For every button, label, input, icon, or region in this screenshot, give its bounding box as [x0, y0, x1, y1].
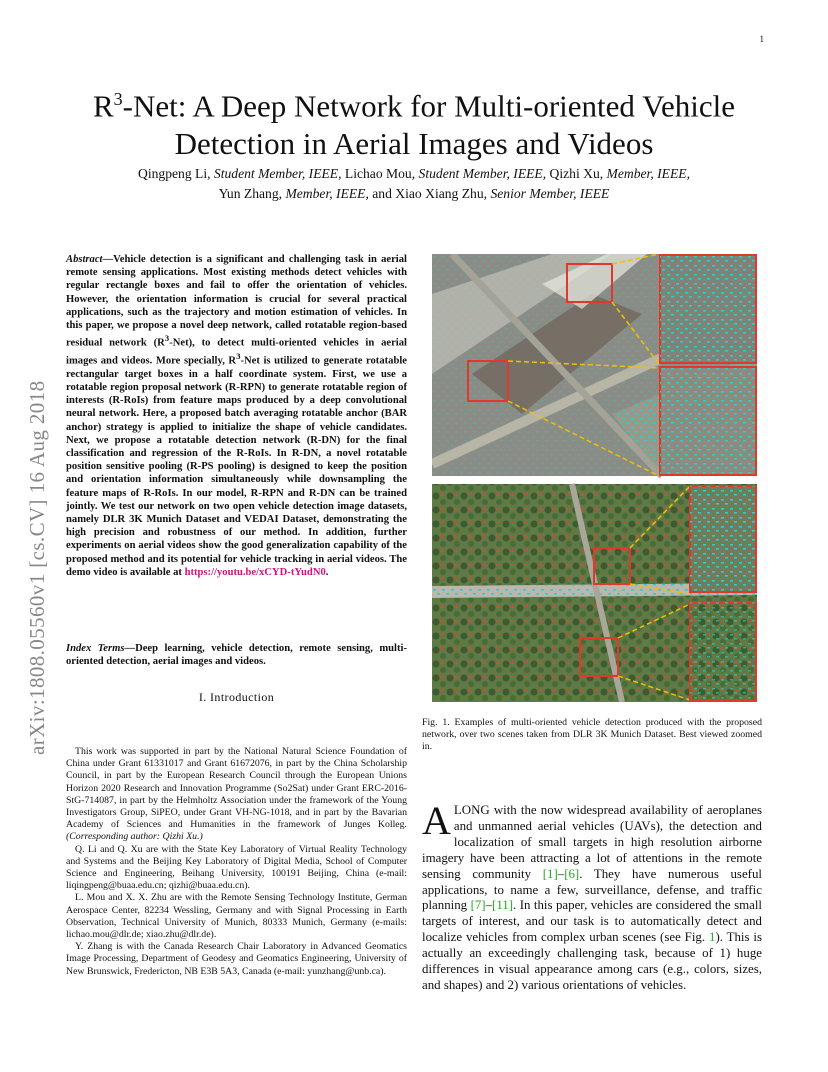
author-role: Member, IEEE,: [606, 166, 690, 181]
figure-aerial-detections: [432, 254, 757, 702]
section-heading: I. Introduction: [198, 690, 275, 704]
intro-text: LONG with the now widespread availability of aeroplanes and unmanned aerial vehicles (UAVs), the detection and localization of small targets in high resolution airborne imagery have been attracting a lot of attentions in the remote sensing community: [422, 803, 762, 881]
abstract: [66, 253, 407, 579]
footnote-corresponding: (Corresponding author: Qizhi Xu.): [66, 831, 203, 843]
paper-title: [50, 80, 778, 163]
abstract-sup: 3: [164, 333, 170, 344]
footnote-affiliation: Q. Li and Q. Xu are with the State Key Laboratory of Virtual Reality Technology and Systems and the Beijing Key Laboratory of Digital Media, School of Computer Science and Engineering, Beihang University, 100191 Beijing, China (e-mail: liqingpeng@buaa.edu.cn; qizhi@buaa.edu.cn).: [66, 843, 407, 892]
abstract-text: —Vehicle detection is a significant and challenging task in aerial remote sensing applications. Most existing methods detect vehicles with regular rectangle boxes and fail to offer the orientation of vehicles. However, the orientation information is crucial for several practical applications, such as the trajectory and motion estimation of vehicles. In this paper, we propose a novel deep network, called rotatable region-based residual network (R: [66, 254, 407, 349]
author-list: [60, 164, 768, 204]
index-terms-label: Index Terms: [66, 643, 125, 654]
author-name: Yun Zhang,: [218, 186, 286, 201]
figure-link[interactable]: 1: [708, 930, 716, 945]
footnote-funding: This work was supported in part by the National Natural Science Foundation of China under Grant 61331017 and Grant 61672076, in part by the China Scholarship Council, in part by the European Research Council through the European Unions Horizon 2020 Research and Innovation Programme (So2Sat) under Grant ERC-2016-StG-714087, in part by the Helmholtz Association under the framework of the Young Investigators Group, SiPEO, under Grant VH-NG-1018, and in part by the Bavarian Academy of Sciences and Humanities in the framework of Junges Kolleg.: [66, 746, 407, 831]
citation-link[interactable]: [6]: [564, 866, 580, 881]
author-name: and Xiao Xiang Zhu,: [368, 186, 491, 201]
demo-video-link[interactable]: https://youtu.be/xCYD-tYudN0: [184, 566, 326, 578]
footnote-affiliation: L. Mou and X. X. Zhu are with the Remote Sensing Technology Institute, German Aerospace Center, 82234 Wessling, Germany and with Signal Processing in Earth Observation, Technical University of Munich, 80333 Munich, Germany (e-mails: lichao.mou@dlr.de; xiao.zhu@dlr.de).: [66, 892, 407, 941]
citation-link[interactable]: [1]: [542, 866, 558, 881]
page-number: 1: [759, 34, 764, 44]
abstract-text: -Net is utilized to generate rotatable rectangular target boxes in a half coordinate system. First, we use a rotatable region proposal network (R-RPN) to generate rotatable region of interests (R-RoIs) from feature maps produced by a deep convolutional neural network. Here, a proposed batch averaging rotatable anchor (BAR anchor) strategy is applied to initialize the shape of vehicle candidates. Next, we propose a rotatable detection network (R-DN) for the final classification and regression of the R-RoIs. In R-DN, a novel rotatable position sensitive pooling (R-PS pooling) is designed to keep the position and orientation information simultaneously while downsampling the feature maps of R-RoIs. In our model, R-RPN and R-DN can be trained jointly. We test our network on two open vehicle detection image datasets, namely DLR 3K Munich Dataset and VEDAI Dataset, demonstrating the high precision and robustness of our method. In addition, further experiments on aerial videos show the good generalization capability of the proposed method and its potential for vehicle tracking in aerial videos. The demo video is available at: [66, 355, 407, 578]
intro-text: . In this paper, vehicles are considered the small targets of interest, and our task is to automatically detect and localize vehicles from complex urban scenes (see Fig.: [422, 898, 762, 945]
footnote-affiliation: Y. Zhang is with the Canada Research Chair Laboratory in Advanced Geomatics Image Processing, Department of Geodesy and Geomatics Engineering, University of New Brunswick, Fredericton, NB E3B 5A3, Canada (e-mail: yunzhang@unb.ca).: [66, 941, 407, 977]
author-role: Student Member, IEEE,: [418, 166, 547, 181]
intro-text: –: [485, 898, 493, 913]
abstract-text: -Net), to detect multi-oriented vehicles in aerial images and videos. More specially, R: [66, 337, 407, 367]
intro-text: –: [557, 866, 565, 881]
abstract-label: Abstract: [66, 254, 103, 265]
figure-caption: Fig. 1. Examples of multi-oriented vehicle detection produced with the proposed network, over two scenes taken from DLR 3K Munich Dataset. Best viewed zoomed in.: [422, 717, 762, 753]
abstract-text: .: [325, 566, 329, 578]
citation-link[interactable]: [7]: [470, 898, 486, 913]
title-r: R: [92, 88, 114, 124]
intro-text: ). This is actually an exceedingly challenging task, because of 1) huge differences in visual appearance among cars (e.g., colors, sizes, and shapes) and 2) various orientations of vehicles.: [422, 930, 762, 992]
intro-text: . They have numerous useful applications, to name a few, surveillance, defense, and traffic planning: [422, 866, 762, 913]
title-sup: 3: [113, 89, 123, 109]
scene-1: [432, 254, 757, 476]
drop-cap: A: [422, 798, 451, 843]
author-name: Qizhi Xu,: [546, 166, 607, 181]
introduction-text: [422, 798, 762, 994]
index-terms-text: —Deep learning, vehicle detection, remote sensing, multi-oriented detection, aerial images and videos.: [66, 643, 407, 668]
author-role: Student Member, IEEE,: [213, 166, 342, 181]
citation-link[interactable]: [11]: [492, 898, 514, 913]
author-name: Qingpeng Li,: [138, 166, 214, 181]
title-line1: -Net: A Deep Network for Multi-oriented Vehicle: [122, 88, 736, 124]
author-name: Lichao Mou,: [341, 166, 419, 181]
abstract-sup: 3: [236, 350, 241, 361]
footnote: [66, 746, 407, 978]
scene-2: [432, 484, 757, 702]
author-role: Member, IEEE,: [285, 186, 369, 201]
arxiv-stamp: arXiv:1808.05560v1 [cs.CV] 16 Aug 2018: [25, 380, 49, 755]
author-role: Senior Member, IEEE: [490, 186, 610, 201]
title-line2: Detection in Aerial Images and Videos: [174, 126, 654, 162]
index-terms: [66, 642, 407, 668]
